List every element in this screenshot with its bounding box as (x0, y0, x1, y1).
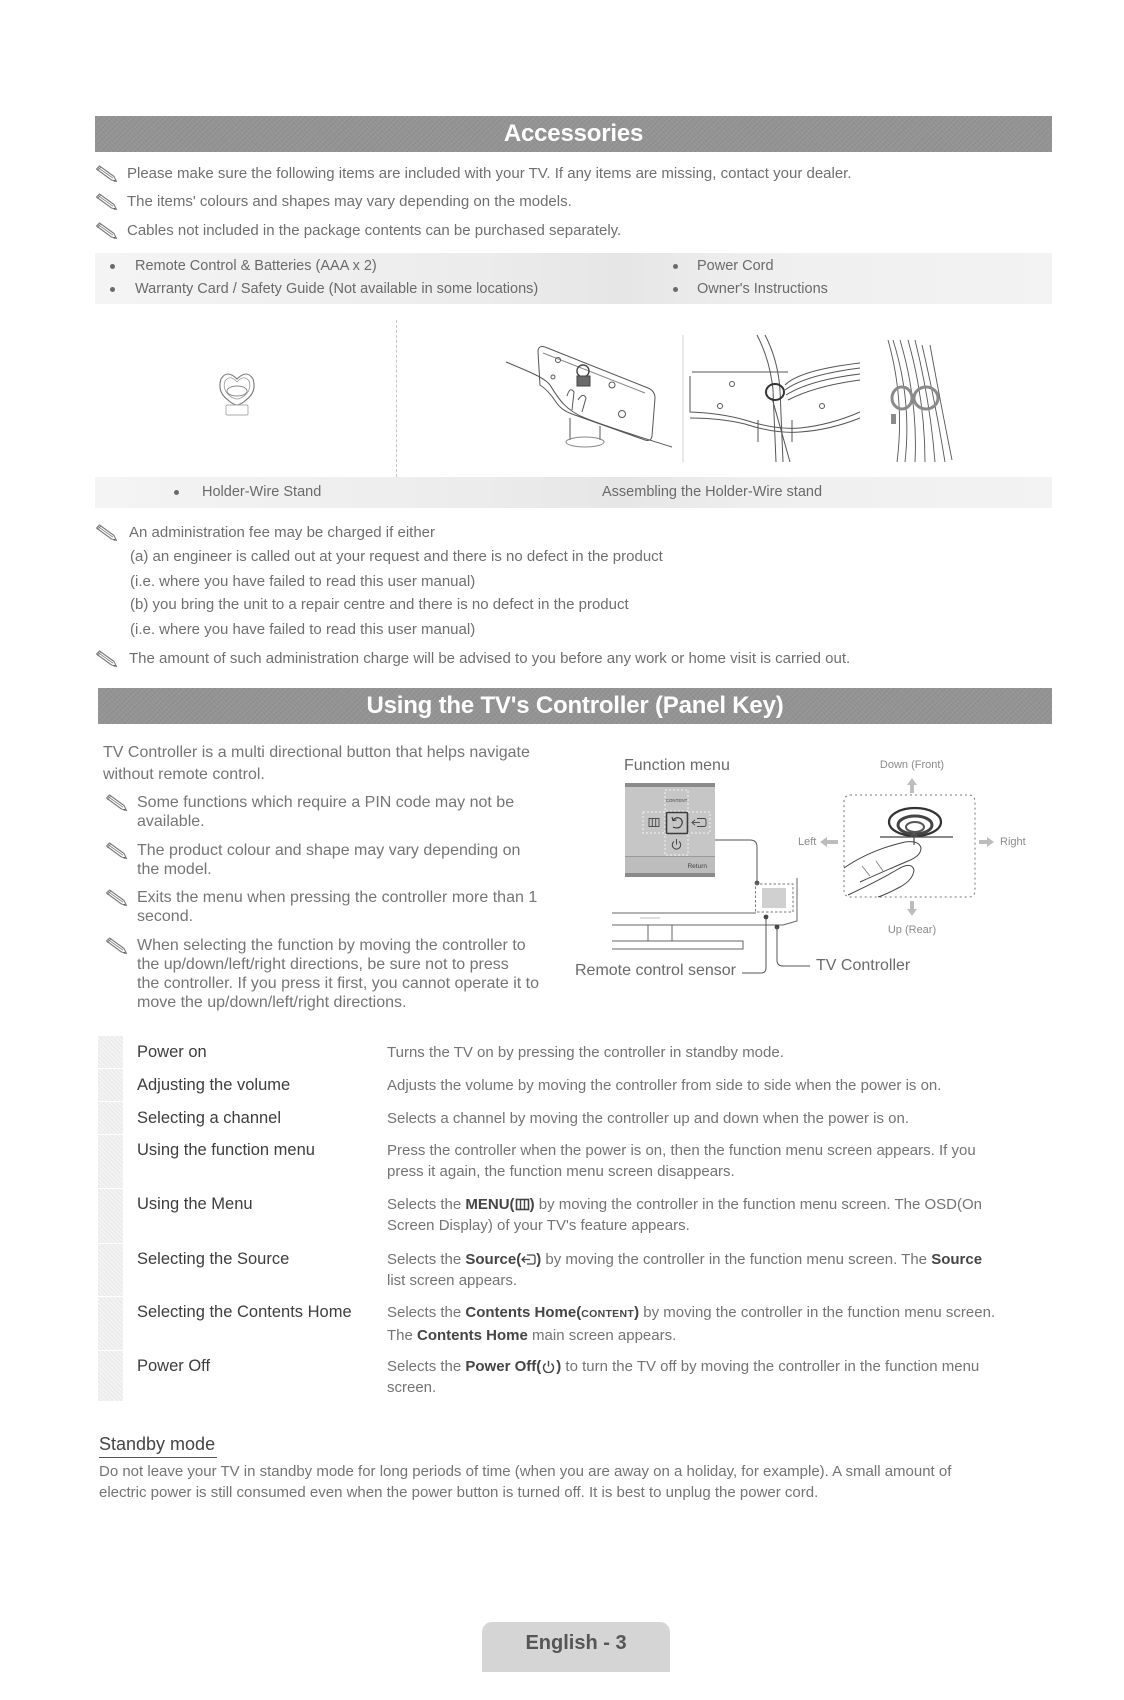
note-pencil-icon (105, 794, 129, 812)
function-description (387, 1075, 941, 1096)
fee-note-line: (i.e. where you have failed to read this user manual) (130, 573, 476, 590)
accessories-title: Accessories (503, 120, 644, 147)
direction-up-label: Up (Rear) (887, 924, 937, 936)
holder-wire-stand-image (210, 365, 266, 425)
desc-text: Selects the (387, 1196, 466, 1213)
row-stripe (98, 1069, 123, 1101)
row-stripe (98, 1036, 123, 1068)
arrow-up-icon (907, 778, 917, 793)
desc-bold: ) (634, 1304, 640, 1321)
desc-text: main screen appears. (527, 1327, 677, 1344)
assembling-illustrations (500, 330, 960, 470)
controller-note: When selecting the function by moving the controller to the up/down/left/right directions, be sure not to press the controller. If you press it first, you cannot operate it to move the up/down/left/right directions. (137, 937, 539, 1011)
desc-text: Selects a channel by moving the controller up and down when the power is on. (387, 1110, 909, 1127)
row-stripe (98, 1351, 123, 1401)
direction-down-label: Down (Front) (879, 759, 945, 771)
desc-bold: Contents Home( (465, 1304, 582, 1321)
assembly-step-1 (506, 347, 672, 447)
bullet (174, 490, 179, 495)
accessory-item: Remote Control & Batteries (AAA x 2) (135, 258, 377, 274)
standby-underline (99, 1457, 217, 1458)
accessory-item: Owner's Instructions (697, 281, 828, 297)
tv-controller-label: TV Controller (816, 957, 911, 974)
desc-text: Turns the TV on by pressing the controller in standby mode. (387, 1044, 784, 1061)
function-label: Power on (137, 1043, 207, 1061)
desc-text: by moving the controller in the function menu screen. The OSD(On Screen Display) of your TV's feature appears. (387, 1196, 983, 1234)
accessories-note: Cables not included in the package contents can be purchased separately. (127, 222, 622, 239)
function-description (387, 1302, 995, 1346)
assembly-step-3 (888, 340, 952, 462)
desc-text: by moving the controller in the function menu screen. The (541, 1251, 932, 1268)
remote-sensor-label: Remote control sensor (575, 962, 736, 979)
page-footer (482, 1622, 670, 1672)
note-pencil-icon (95, 222, 119, 240)
function-label: Using the Menu (137, 1195, 253, 1213)
function-description (387, 1249, 982, 1291)
standby-title: Standby mode (99, 1434, 216, 1454)
function-description (387, 1194, 982, 1236)
function-label: Selecting the Contents Home (137, 1303, 352, 1321)
desc-bold: ) (529, 1196, 535, 1213)
fee-note-line: (b) you bring the unit to a repair centre and there is no defect in the product (130, 596, 629, 613)
controller-intro: TV Controller is a multi directional button that helps navigate without remote control. (103, 744, 530, 783)
function-label: Adjusting the volume (137, 1076, 291, 1094)
menu-icon (515, 1198, 530, 1211)
bullet (110, 264, 115, 269)
assembly-step-2 (683, 335, 860, 462)
controller-header (98, 688, 1052, 724)
note-pencil-icon (105, 889, 129, 907)
row-stripe (98, 1135, 123, 1188)
arrow-down-icon (907, 901, 917, 916)
charge-note: The amount of such administration charge will be advised to you before any work or home visit is carried out. (129, 650, 851, 667)
desc-bold: Source( (465, 1251, 522, 1268)
row-stripe (98, 1244, 123, 1296)
controller-diagram (560, 740, 1052, 990)
standby-text: Do not leave your TV in standby mode for long periods of time (when you are away on a holiday, for example). A small amount of electric power is still consumed even when the power button is turned off. It is best to unplug the power cord. (99, 1463, 952, 1501)
bullet (673, 264, 678, 269)
controller-note: Exits the menu when pressing the controller more than 1 second. (137, 889, 538, 925)
fee-note-line: (i.e. where you have failed to read this user manual) (130, 621, 476, 638)
note-pencil-icon (95, 650, 119, 668)
accessories-note: Please make sure the following items are included with your TV. If any items are missing, contact your dealer. (127, 165, 852, 182)
controller-note: The product colour and shape may vary depending on the model. (137, 842, 521, 878)
arrow-left-icon (820, 837, 838, 847)
function-label: Power Off (137, 1357, 211, 1375)
direction-left-label: Left (798, 836, 817, 848)
accessories-note: The items' colours and shapes may vary depending on the models. (127, 193, 572, 210)
desc-text: Selects the (387, 1304, 466, 1321)
bullet (673, 287, 678, 292)
accessories-header (95, 116, 1052, 152)
desc-text: Selects the (387, 1251, 466, 1268)
row-stripe (98, 1102, 123, 1134)
desc-bold: ) (536, 1251, 542, 1268)
accessory-item: Power Cord (697, 258, 774, 274)
fee-note-line: (a) an engineer is called out at your request and there is no defect in the product (130, 548, 663, 565)
desc-text: Press the controller when the power is on, then the function menu screen appears. If you press it again, the function menu screen disappears. (387, 1142, 976, 1180)
desc-bold: Contents Home (417, 1327, 528, 1344)
function-description (387, 1140, 976, 1182)
source-icon (521, 1253, 536, 1266)
note-pencil-icon (95, 524, 119, 542)
desc-text: to turn the TV off by moving the controller in the function menu screen. (387, 1358, 980, 1396)
menu-return-label: Return (687, 863, 707, 870)
note-pencil-icon (95, 165, 119, 183)
note-pencil-icon (95, 193, 119, 211)
power-icon (541, 1360, 556, 1373)
fee-note-intro: An administration fee may be charged if either (129, 524, 435, 541)
function-description (387, 1042, 784, 1063)
desc-bold: Power Off( (465, 1358, 542, 1375)
finger-drawing (844, 842, 921, 897)
desc-text: list screen appears. (387, 1272, 518, 1289)
desc-bold: ) (556, 1358, 562, 1375)
holder-wire-stand-caption: Holder-Wire Stand (202, 484, 322, 500)
function-menu-label: Function menu (624, 757, 730, 774)
note-pencil-icon (105, 842, 129, 860)
function-label: Selecting a channel (137, 1109, 282, 1127)
desc-text: Adjusts the volume by moving the controller from side to side when the power is on. (387, 1077, 942, 1094)
desc-text: Selects the (387, 1358, 466, 1375)
controller-closeup (820, 778, 994, 916)
content-button-label: CONTENT (581, 1308, 635, 1320)
row-stripe (98, 1297, 123, 1350)
image-divider (396, 320, 397, 477)
function-description (387, 1356, 979, 1398)
function-menu-screen (625, 783, 715, 877)
controller-note: Some functions which require a PIN code may not be available. (137, 794, 515, 830)
function-label: Selecting the Source (137, 1250, 290, 1268)
assembling-caption: Assembling the Holder-Wire stand (602, 484, 823, 500)
page-number-label: English - 3 (525, 1632, 627, 1654)
controller-title: Using the TV's Controller (Panel Key) (366, 692, 784, 719)
accessory-item: Warranty Card / Safety Guide (Not available in some locations) (135, 281, 539, 297)
note-pencil-icon (105, 937, 129, 955)
arrow-right-icon (979, 837, 994, 847)
bullet (110, 287, 115, 292)
row-stripe (98, 1189, 123, 1243)
menu-content-label: CONTENT (665, 798, 688, 803)
desc-text: by moving the controller in the function menu screen. The (387, 1304, 996, 1344)
direction-right-label: Right (1000, 836, 1026, 848)
function-description (387, 1108, 909, 1129)
desc-bold: Source (931, 1251, 983, 1268)
desc-bold: MENU( (465, 1196, 515, 1213)
function-label: Using the function menu (137, 1141, 315, 1159)
